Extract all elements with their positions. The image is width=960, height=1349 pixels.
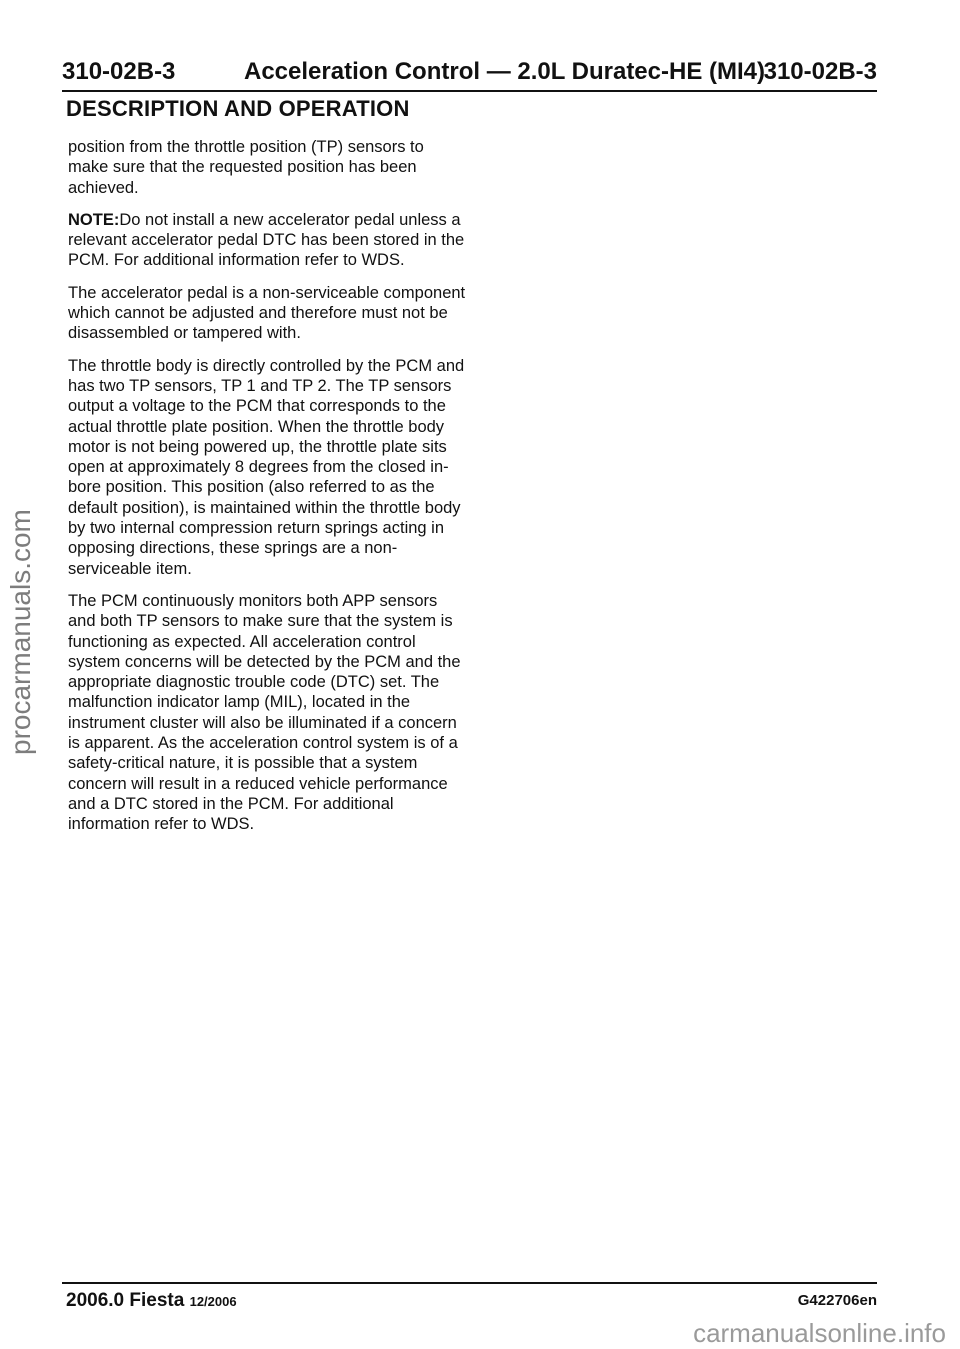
footer-date: 12/2006 bbox=[189, 1294, 237, 1309]
page-header bbox=[62, 58, 877, 88]
note-text: Do not install a new accelerator pedal unless a relevant accelerator pedal DTC has been stored in the PCM. For additional information refer to WDS. bbox=[68, 210, 465, 270]
bottom-watermark: carmanualsonline.info bbox=[693, 1318, 946, 1348]
paragraph-pcm-monitoring: The PCM continuously monitors both APP sensors and both TP sensors to make sure that the system is functioning as expected. All acceleration control system concerns will be detected by the PCM and the appropriate diagnostic trouble code (DTC) set. The malfunction indicator lamp (MIL), located in the instrument cluster will also be illuminated if a concern is apparent. As the acceleration control system is of a safety-critical nature, it is possible that a system concern will result in a reduced vehicle performance and a DTC stored in the PCM. For additional information refer to WDS. bbox=[68, 591, 461, 834]
note-paragraph bbox=[68, 210, 468, 271]
note-label: NOTE: bbox=[68, 210, 120, 229]
page-title: Acceleration Control — 2.0L Duratec-HE (MI4) bbox=[244, 58, 765, 85]
side-watermark: procarmanuals.com bbox=[5, 509, 36, 755]
footer-model-name: 2006.0 Fiesta bbox=[66, 1290, 185, 1311]
section-code-left: 310-02B-3 bbox=[62, 58, 176, 85]
paragraph-accelerator-pedal: The accelerator pedal is a non-serviceable component which cannot be adjusted and therefore must not be disassembled or tampered with. bbox=[68, 283, 466, 343]
footer-doc-code: G422706en bbox=[797, 1292, 877, 1309]
body-text bbox=[68, 137, 468, 847]
paragraph-throttle-body: The throttle body is directly controlled by the PCM and has two TP sensors, TP 1 and TP 2. The TP sensors output a voltage to the PCM that corresponds to the actual throttle plate position. When the throttle body motor is not being powered up, the throttle plate sits open at approximately 8 degrees from the closed in-bore position. This position (also referred to as the default position), is maintained within the throttle body by two internal compression return springs acting in opposing directions, these springs are a non-serviceable item. bbox=[68, 356, 465, 578]
section-heading: DESCRIPTION AND OPERATION bbox=[66, 96, 410, 121]
paragraph-continuation: position from the throttle position (TP) sensors to make sure that the requested position has been achieved. bbox=[68, 138, 424, 197]
footer-divider bbox=[62, 1282, 877, 1284]
section-code-right: 310-02B-3 bbox=[763, 58, 877, 85]
footer-model bbox=[66, 1290, 237, 1312]
header-divider bbox=[62, 90, 877, 92]
